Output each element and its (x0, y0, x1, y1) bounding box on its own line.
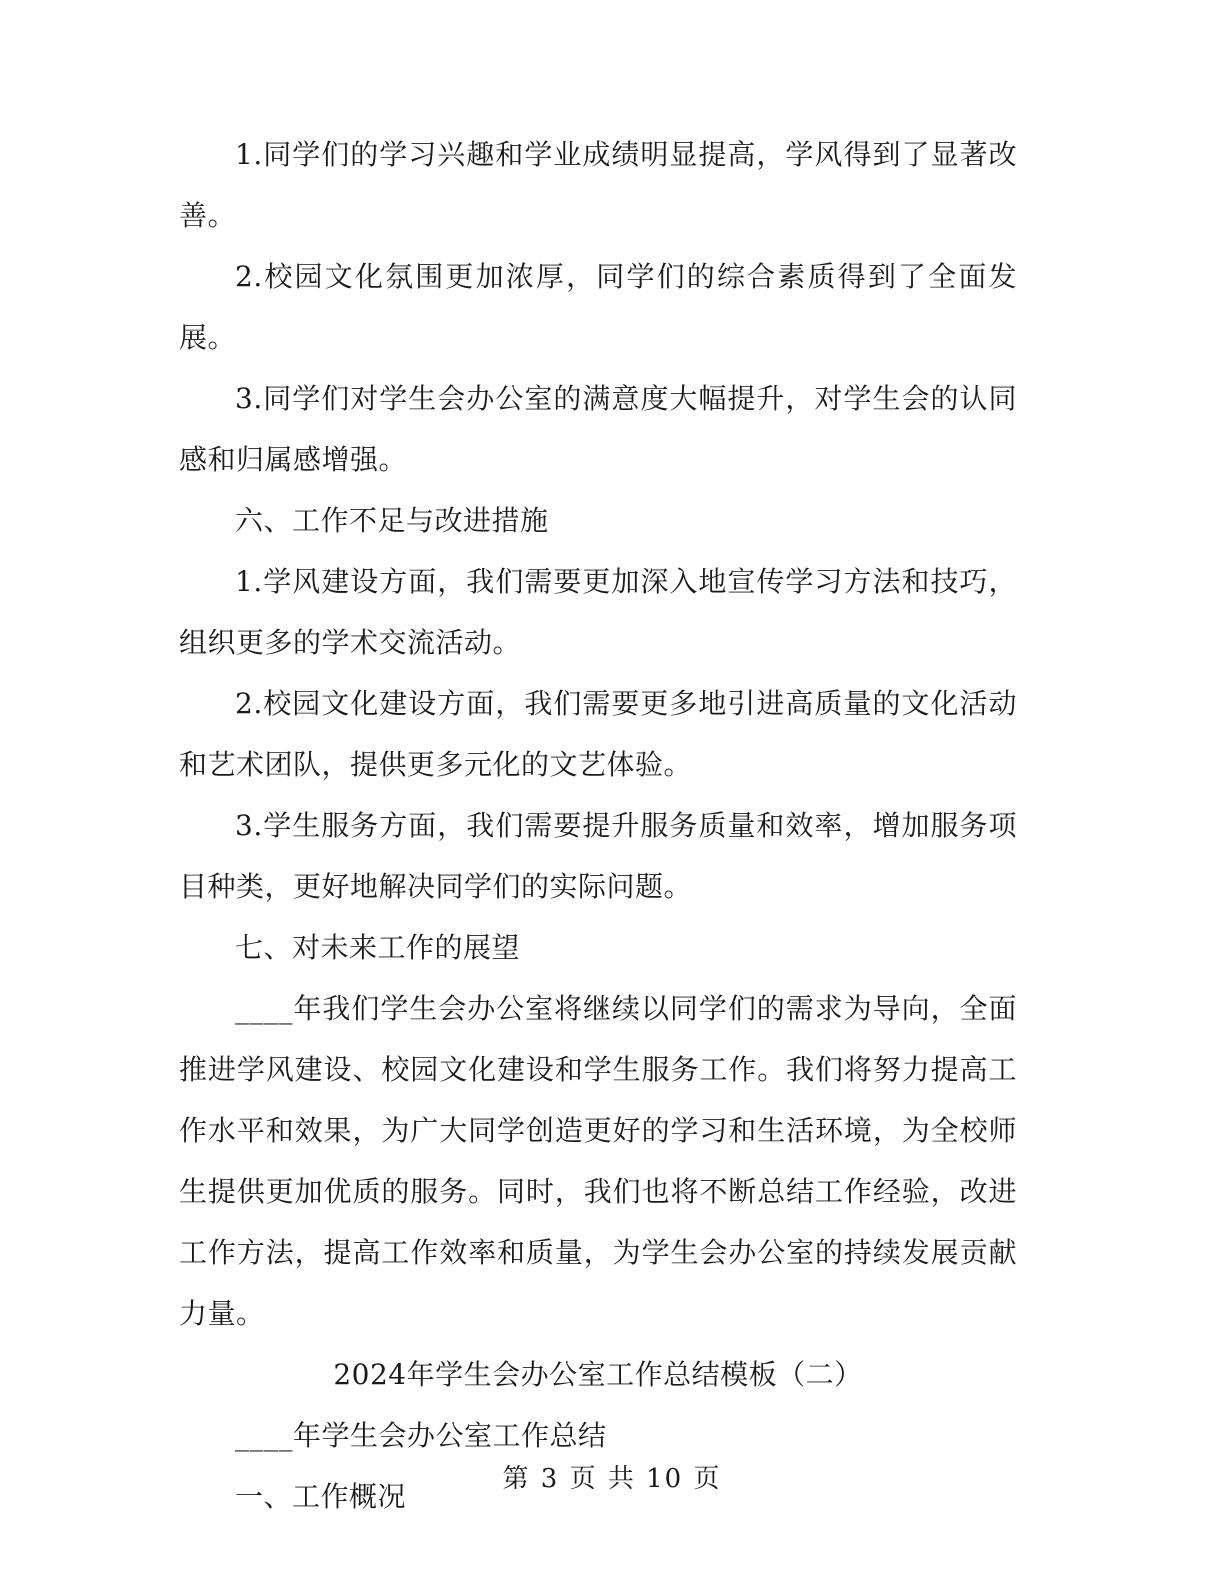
paragraph-improve-3: 3.学生服务方面，我们需要提升服务质量和效率，增加服务项目种类，更好地解决同学们的实际问题。 (179, 809, 1017, 903)
summary-title: ____年学生会办公室工作总结 (235, 1419, 607, 1452)
paragraph-result-1: 1.同学们的学习兴趣和学业成绩明显提高，学风得到了显著改善。 (179, 138, 1017, 232)
section-heading-6: 六、工作不足与改进措施 (235, 504, 549, 537)
paragraph-result-3: 3.同学们对学生会办公室的满意度大幅提升，对学生会的认同感和归属感增强。 (179, 382, 1017, 476)
document-body (179, 124, 1017, 1527)
paragraph-outlook: ____年我们学生会办公室将继续以同学们的需求为导向，全面推进学风建设、校园文化建设和学生服务工作。我们将努力提高工作水平和效果，为广大同学创造更好的学习和生活环境，为全校师生提供更加优质的服务。同时，我们也将不断总结工作经验，改进工作方法，提高工作效率和质量，为学生会办公室的持续发展贡献力量。 (179, 992, 1017, 1330)
section-heading-7: 七、对未来工作的展望 (235, 931, 521, 964)
section-heading-1: 一、工作概况 (235, 1480, 407, 1513)
paragraph-improve-2: 2.校园文化建设方面，我们需要更多地引进高质量的文化活动和艺术团队，提供更多元化的文艺体验。 (179, 687, 1017, 781)
page-number-footer: 第 3 页 共 10 页 (502, 1464, 722, 1494)
paragraph-result-2: 2.校园文化氛围更加浓厚，同学们的综合素质得到了全面发展。 (179, 260, 1017, 354)
paragraph-improve-1: 1.学风建设方面，我们需要更加深入地宣传学习方法和技巧，组织更多的学术交流活动。 (179, 565, 1017, 659)
template-title: 2024年学生会办公室工作总结模板（二） (333, 1358, 863, 1391)
